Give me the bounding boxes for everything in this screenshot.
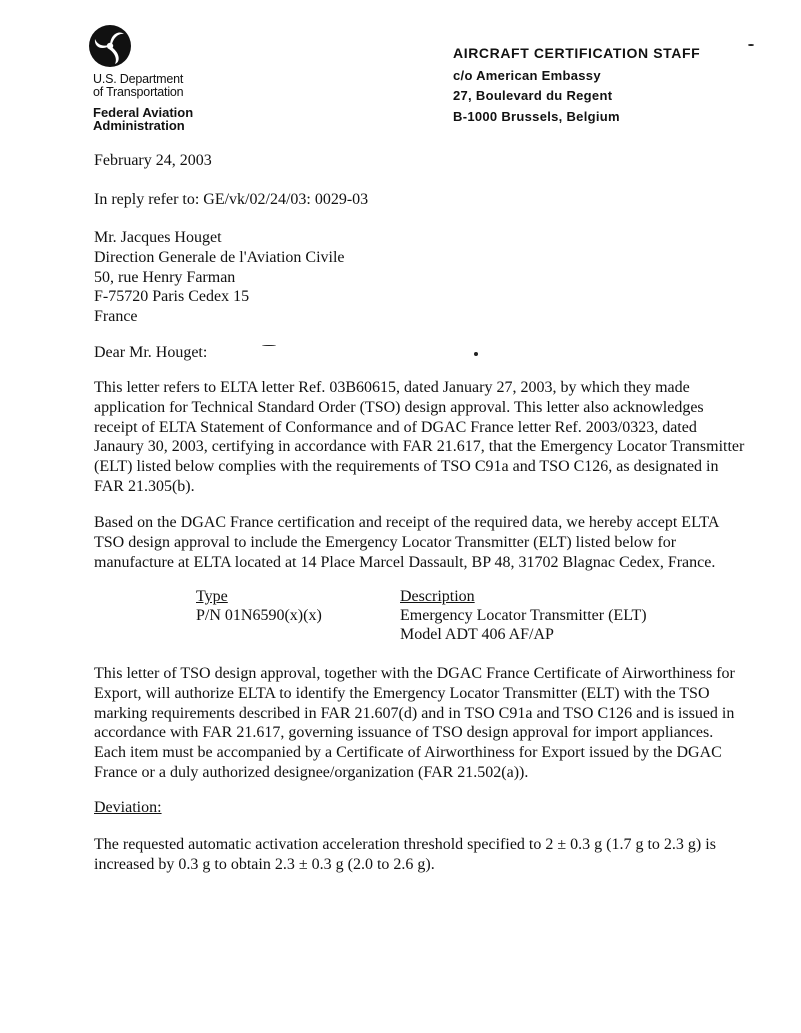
- paragraph-line: This letter of TSO design approval, together with the DGAC France Certificate of Airworthiness for: [94, 665, 735, 682]
- paragraph-4: [94, 835, 774, 875]
- paragraph-line: FAR 21.305(b).: [94, 477, 195, 495]
- paragraph-line: application for Technical Standard Order (TSO) design approval. This letter also acknowledges: [94, 398, 704, 416]
- paragraph-3: [94, 664, 774, 783]
- office-line-3: B-1000 Brussels, Belgium: [453, 109, 620, 124]
- paragraph-line: Export, will authorize ELTA to identify the Emergency Locator Transmitter (ELT) with the TSO: [94, 684, 710, 702]
- recipient-address: [94, 228, 774, 327]
- type-header: Type: [196, 588, 228, 605]
- paragraph-line: (ELT) listed below complies with the requirements of TSO C91a and TSO C126, as designated in: [94, 458, 719, 476]
- paragraph-line: The requested automatic activation acceleration threshold specified to 2 ± 0.3 g (1.7 g to 2.3 g) is: [94, 836, 716, 853]
- recipient-line: Direction Generale de l'Aviation Civile: [94, 248, 345, 266]
- faa-line-2: Administration: [93, 118, 185, 133]
- paragraph-line: accordance with FAR 21.617, governing issuance of TSO design approval for import appliances.: [94, 724, 714, 742]
- type-value: P/N 01N6590(x)(x): [196, 607, 322, 624]
- paragraph-2: [94, 513, 774, 572]
- paragraph-line: France or a duly authorized designee/organization (FAR 21.502(a)).: [94, 763, 529, 781]
- office-title: AIRCRAFT CERTIFICATION STAFF: [453, 45, 701, 61]
- office-line-1: c/o American Embassy: [453, 68, 601, 83]
- description-line-1: Emergency Locator Transmitter (ELT): [400, 607, 647, 624]
- salutation: Dear Mr. Houget:: [94, 344, 208, 361]
- scan-speck: [748, 44, 754, 46]
- faa-line-1: Federal Aviation: [93, 105, 194, 120]
- paragraph-line: manufacture at ELTA located at 14 Place Marcel Dassault, BP 48, 31702 Blagnac Cedex, France.: [94, 553, 716, 571]
- paragraph-line: This letter refers to ELTA letter Ref. 03B60615, dated January 27, 2003, by which they made: [94, 379, 690, 396]
- description-line-2: Model ADT 406 AF/AP: [400, 626, 554, 643]
- paragraph-line: Based on the DGAC France certification and receipt of the required data, we hereby accept ELTA: [94, 514, 720, 531]
- paragraph-line: Each item must be accompanied by a Certificate of Airworthiness for Export issued by the DGAC: [94, 744, 722, 762]
- description-header: Description: [400, 588, 475, 605]
- paragraph-line: increased by 0.3 g to obtain 2.3 ± 0.3 g (2.0 to 2.6 g).: [94, 855, 435, 873]
- reference-line: In reply refer to: GE/vk/02/24/03: 0029-03: [94, 191, 369, 208]
- scan-speck: [474, 352, 478, 356]
- paragraph-line: TSO design approval to include the Emergency Locator Transmitter (ELT) listed below for: [94, 533, 677, 551]
- paragraph-line: marking requirements described in FAR 21.607(d) and in TSO C91a and TSO C126 and is issued in: [94, 704, 735, 722]
- recipient-line: F-75720 Paris Cedex 15: [94, 288, 250, 306]
- scan-speck: [262, 345, 276, 346]
- deviation-heading: Deviation:: [94, 799, 162, 816]
- recipient-line: France: [94, 308, 138, 326]
- recipient-line: Mr. Jacques Houget: [94, 229, 222, 246]
- paragraph-line: Janaury 30, 2003, certifying in accordance with FAR 21.617, that the Emergency Locator Transmitter: [94, 438, 745, 456]
- dept-line-2: of Transportation: [93, 85, 184, 99]
- dot-tri-spiral-logo-icon: [88, 24, 132, 68]
- paragraph-line: receipt of ELTA Statement of Conformance and of DGAC France letter Ref. 2003/0323, dated: [94, 418, 697, 436]
- recipient-line: 50, rue Henry Farman: [94, 268, 236, 286]
- dept-line-1: U.S. Department: [93, 72, 184, 86]
- letter-date: February 24, 2003: [94, 152, 212, 169]
- office-line-2: 27, Boulevard du Regent: [453, 88, 613, 103]
- paragraph-1: [94, 378, 774, 497]
